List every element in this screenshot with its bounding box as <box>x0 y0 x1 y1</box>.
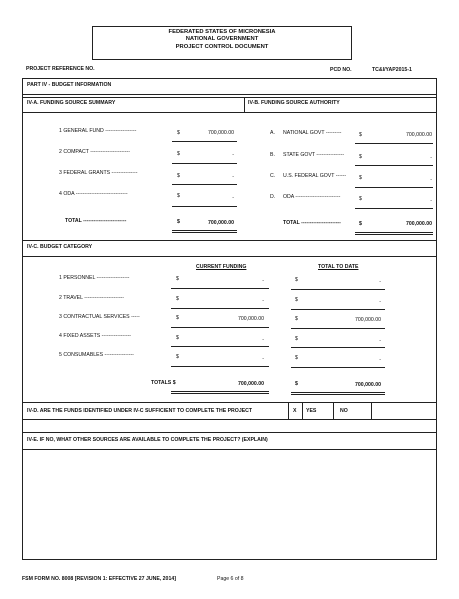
currency-symbol: $ <box>176 315 179 321</box>
currency-symbol: $ <box>177 130 180 136</box>
amount-underline <box>172 141 237 142</box>
category-label: 2 TRAVEL ----------------------- <box>59 295 125 301</box>
amount-underline <box>171 327 269 328</box>
category-label: 4 FIXED ASSETS ----------------- <box>59 333 132 339</box>
currency-symbol: $ <box>295 297 298 303</box>
todate-amount: - <box>379 338 381 344</box>
section-ivd-question: IV-D. ARE THE FUNDS IDENTIFIED UNDER IV-C SUFFICIENT TO COMPLETE THE PROJECT <box>27 408 253 414</box>
divider <box>244 97 245 112</box>
funding-label: 3 FEDERAL GRANTS --------------- <box>59 170 138 176</box>
yes-option-label: YES <box>306 408 317 414</box>
total-double-underline <box>355 232 433 235</box>
todate-amount: - <box>379 357 381 363</box>
section-ivc-title: IV-C. BUDGET CATEGORY <box>27 244 93 250</box>
divider <box>302 402 303 419</box>
funding-total-label: TOTAL ------------------------- <box>65 218 127 224</box>
divider <box>22 112 437 113</box>
authority-label: NATIONAL GOVT --------- <box>283 130 342 136</box>
amount-underline <box>171 288 269 289</box>
currency-symbol: $ <box>295 381 298 387</box>
divider <box>371 402 372 419</box>
category-total-current: 700,000.00 <box>238 381 264 387</box>
authority-letter: A. <box>270 130 275 136</box>
column-header-current-funding: CURRENT FUNDING <box>196 264 247 270</box>
authority-letter: B. <box>270 152 275 158</box>
column-header-total-to-date: TOTAL TO DATE <box>318 264 359 270</box>
currency-symbol: $ <box>177 173 180 179</box>
divider <box>22 94 437 95</box>
todate-amount: - <box>379 299 381 305</box>
current-amount: - <box>262 278 264 284</box>
divider <box>22 240 437 241</box>
part-iv-title: PART IV - BUDGET INFORMATION <box>27 82 112 88</box>
currency-symbol: $ <box>359 154 362 160</box>
funding-label: 4 ODA ------------------------------ <box>59 191 128 197</box>
amount-underline <box>355 143 433 144</box>
header-line-1: FEDERATED STATES OF MICRONESIA <box>168 29 276 35</box>
divider <box>22 402 437 403</box>
amount-underline <box>355 208 433 209</box>
authority-amount: 700,000.00 <box>406 132 432 138</box>
currency-symbol: $ <box>295 355 298 361</box>
todate-amount: 700,000.00 <box>355 317 381 323</box>
total-double-underline <box>172 230 237 233</box>
funding-label: 2 COMPACT ----------------------- <box>59 149 130 155</box>
currency-symbol: $ <box>176 276 179 282</box>
project-reference-label: PROJECT REFERENCE NO. <box>26 66 95 72</box>
current-amount: - <box>262 298 264 304</box>
amount-underline <box>172 184 237 185</box>
funding-amount: - <box>232 174 234 180</box>
amount-underline <box>172 206 237 207</box>
category-label: 3 CONTRACTUAL SERVICES ----- <box>59 314 140 320</box>
amount-underline <box>171 366 269 367</box>
divider <box>333 402 334 419</box>
currency-symbol: $ <box>176 354 179 360</box>
pcd-value: TC&I/YAP2015-1 <box>372 67 412 73</box>
currency-symbol: $ <box>176 296 179 302</box>
todate-amount: - <box>379 279 381 285</box>
section-ivb-title: IV-B. FUNDING SOURCE AUTHORITY <box>248 100 340 106</box>
document-header <box>92 26 352 60</box>
category-label: 1 PERSONNEL ------------------- <box>59 275 130 281</box>
funding-label: 1 GENERAL FUND ------------------ <box>59 128 137 134</box>
divider <box>22 97 437 98</box>
currency-symbol: $ <box>295 277 298 283</box>
category-total-label: TOTALS $ <box>151 380 176 386</box>
authority-label: ODA -------------------------- <box>283 194 341 200</box>
currency-symbol: $ <box>295 336 298 342</box>
funding-amount: - <box>232 152 234 158</box>
divider <box>22 256 437 257</box>
header-line-3: PROJECT CONTROL DOCUMENT <box>175 43 269 50</box>
funding-amount: 700,000.00 <box>208 130 234 136</box>
currency-symbol: $ <box>295 316 298 322</box>
category-total-todate: 700,000.00 <box>355 382 381 388</box>
section-ive-question: IV-E. IF NO, WHAT OTHER SOURCES ARE AVAILABLE TO COMPLETE THE PROJECT? (EXPLAIN) <box>27 437 268 443</box>
currency-symbol: $ <box>359 196 362 202</box>
total-double-underline <box>291 392 385 395</box>
amount-underline <box>291 289 385 290</box>
authority-letter: C. <box>270 173 276 179</box>
currency-symbol: $ <box>177 219 180 225</box>
currency-symbol: $ <box>177 151 180 157</box>
amount-underline <box>355 187 433 188</box>
current-amount: 700,000.00 <box>238 316 264 322</box>
amount-underline <box>291 367 385 368</box>
divider <box>22 432 437 433</box>
currency-symbol: $ <box>359 221 362 227</box>
current-amount: - <box>262 337 264 343</box>
authority-letter: D. <box>270 194 276 200</box>
amount-underline <box>291 328 385 329</box>
pcd-label: PCD NO. <box>330 67 352 73</box>
currency-symbol: $ <box>359 175 362 181</box>
funding-total-amount: 700,000.00 <box>208 220 234 226</box>
authority-label: U.S. FEDERAL GOVT ------ <box>283 173 347 179</box>
authority-amount: - <box>430 198 432 204</box>
current-amount: - <box>262 356 264 362</box>
amount-underline <box>171 308 269 309</box>
currency-symbol: $ <box>177 193 180 199</box>
category-label: 5 CONSUMABLES ----------------- <box>59 352 134 358</box>
header-line-2: NATIONAL GOVERNMENT <box>185 36 259 43</box>
authority-total-amount: 700,000.00 <box>406 221 432 227</box>
amount-underline <box>291 309 385 310</box>
amount-underline <box>355 165 433 166</box>
yes-checkbox-mark[interactable]: X <box>293 408 297 414</box>
currency-symbol: $ <box>359 132 362 138</box>
authority-amount: - <box>430 177 432 183</box>
amount-underline <box>291 347 385 348</box>
currency-symbol: $ <box>176 335 179 341</box>
footer-form-number: FSM FORM NO. 8008 [REVISION 1: EFFECTIVE 27 JUNE, 2014] <box>22 576 176 582</box>
divider <box>22 449 437 450</box>
divider <box>288 402 289 419</box>
total-double-underline <box>171 391 269 394</box>
authority-total-label: TOTAL ----------------------- <box>283 220 341 226</box>
section-iva-title: IV-A. FUNDING SOURCE SUMMARY <box>27 100 116 106</box>
amount-underline <box>171 346 269 347</box>
divider <box>22 419 437 420</box>
funding-amount: - <box>232 195 234 201</box>
footer-page-number: Page 6 of 8 <box>217 576 244 582</box>
authority-amount: - <box>430 155 432 161</box>
amount-underline <box>172 163 237 164</box>
no-option-label: NO <box>340 408 348 414</box>
authority-label: STATE GOVT ---------------- <box>283 152 345 158</box>
